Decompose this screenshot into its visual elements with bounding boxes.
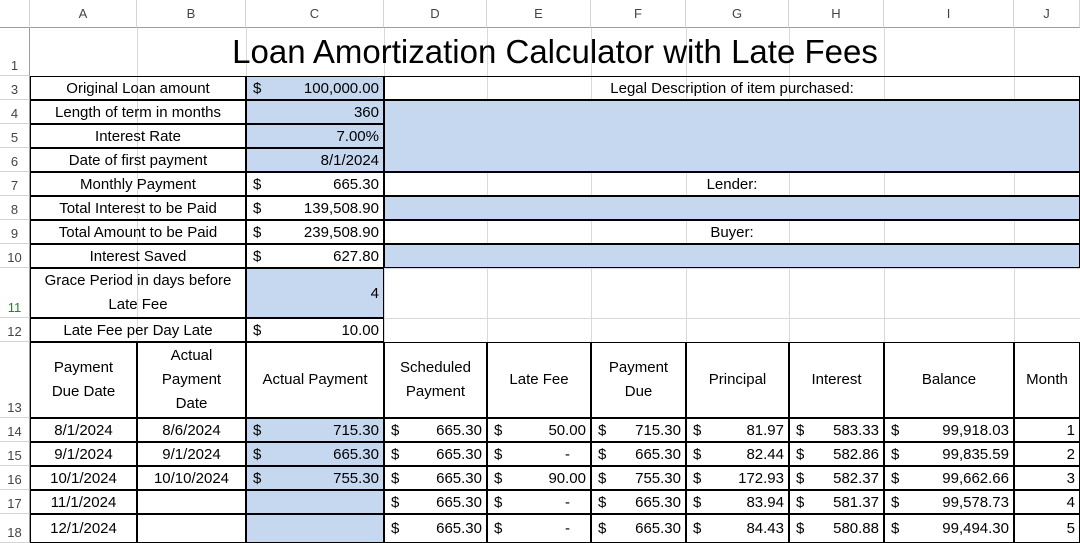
- table-header-late-fee: Late Fee: [487, 342, 591, 418]
- cell-value: 82.44: [746, 445, 784, 463]
- cell-actual-date[interactable]: [137, 514, 246, 543]
- cell-value: 83.94: [746, 493, 784, 511]
- currency-symbol: $: [796, 445, 805, 463]
- cell-value: 90.00: [548, 469, 586, 487]
- table-header-payment-due-date: Payment Due Date: [30, 342, 137, 418]
- input-number: 139,508.90: [303, 199, 379, 217]
- cell-value: 99,918.03: [942, 421, 1009, 439]
- input-number: 665.30: [333, 175, 379, 193]
- row-header-8[interactable]: 8: [0, 196, 30, 220]
- cell-value: 665.30: [333, 445, 379, 463]
- cell-month: 4: [1014, 490, 1080, 514]
- currency-symbol: $: [253, 223, 262, 241]
- cell-value: 665.30: [436, 520, 482, 537]
- cell-late-fee: [487, 490, 591, 514]
- cell-value: 99,835.59: [942, 445, 1009, 463]
- input-label: Interest Saved: [30, 244, 246, 268]
- currency-symbol: $: [891, 493, 900, 511]
- input-label: Original Loan amount: [30, 76, 246, 100]
- row-header-12[interactable]: 12: [0, 318, 30, 342]
- cell-principal: [686, 442, 789, 466]
- input-number: 239,508.90: [303, 223, 379, 241]
- column-header-g[interactable]: G: [686, 0, 789, 28]
- column-header-c[interactable]: C: [246, 0, 384, 28]
- currency-symbol: $: [598, 493, 607, 511]
- row-header-4[interactable]: 4: [0, 100, 30, 124]
- lender-label: Lender:: [384, 172, 1080, 196]
- input-value[interactable]: 4: [246, 268, 384, 318]
- cell-actual-payment[interactable]: [246, 514, 384, 543]
- table-header-balance: Balance: [884, 342, 1014, 418]
- table-header-principal: Principal: [686, 342, 789, 418]
- cell-value: 665.30: [436, 469, 482, 487]
- currency-symbol: $: [253, 321, 262, 339]
- column-header-b[interactable]: B: [137, 0, 246, 28]
- buyer-field[interactable]: [384, 244, 1080, 268]
- cell-value: 172.93: [738, 469, 784, 487]
- legal-description-field[interactable]: [384, 100, 1080, 172]
- currency-symbol: $: [253, 445, 262, 463]
- buyer-label: Buyer:: [384, 220, 1080, 244]
- row-header-16[interactable]: 16: [0, 466, 30, 490]
- cell-scheduled: [384, 490, 487, 514]
- cell-value: 580.88: [833, 520, 879, 537]
- cell-payment-due: [591, 418, 686, 442]
- cell-principal: [686, 490, 789, 514]
- cell-due: 12/1/2024: [30, 514, 137, 543]
- cell-value: 582.37: [833, 469, 879, 487]
- cell-actual-date[interactable]: 10/10/2024: [137, 466, 246, 490]
- input-value: [246, 244, 384, 268]
- cell-interest: [789, 418, 884, 442]
- input-value: [246, 196, 384, 220]
- cell-scheduled: [384, 442, 487, 466]
- cell-late-fee: [487, 442, 591, 466]
- currency-symbol: $: [891, 445, 900, 463]
- cell-interest: [789, 514, 884, 543]
- cell-value: 81.97: [746, 421, 784, 439]
- cell-due: 8/1/2024: [30, 418, 137, 442]
- input-label: Monthly Payment: [30, 172, 246, 196]
- table-header-payment-due: Payment Due: [591, 342, 686, 418]
- input-label: Total Amount to be Paid: [30, 220, 246, 244]
- cell-value: 582.86: [833, 445, 879, 463]
- cell-balance: [884, 466, 1014, 490]
- currency-symbol: $: [391, 493, 400, 511]
- input-value[interactable]: 360: [246, 100, 384, 124]
- input-label: Date of first payment: [30, 148, 246, 172]
- select-all-corner[interactable]: [0, 0, 30, 28]
- currency-symbol: $: [391, 421, 400, 439]
- cell-value: 715.30: [333, 421, 379, 439]
- row-header-18[interactable]: 18: [0, 514, 30, 543]
- cell-interest: [789, 466, 884, 490]
- table-header-actual-payment: Actual Payment: [246, 342, 384, 418]
- row-header-7[interactable]: 7: [0, 172, 30, 196]
- currency-symbol: $: [891, 469, 900, 487]
- cell-value: 665.30: [635, 520, 681, 537]
- column-header-i[interactable]: I: [884, 0, 1014, 28]
- cell-interest: [789, 442, 884, 466]
- cell-payment-due: [591, 466, 686, 490]
- currency-symbol: $: [796, 469, 805, 487]
- cell-late-fee: [487, 514, 591, 543]
- cell-actual-date[interactable]: [137, 490, 246, 514]
- row-header-14[interactable]: 14: [0, 418, 30, 442]
- column-header-j[interactable]: J: [1014, 0, 1080, 28]
- currency-symbol: $: [253, 469, 262, 487]
- currency-symbol: $: [494, 445, 503, 463]
- table-header-actual-payment-date: Actual Payment Date: [137, 342, 246, 418]
- cell-late-fee: [487, 418, 591, 442]
- cell-value: -: [565, 520, 570, 537]
- cell-scheduled: [384, 418, 487, 442]
- row-header-5[interactable]: 5: [0, 124, 30, 148]
- cell-value: 665.30: [436, 445, 482, 463]
- lender-field[interactable]: [384, 196, 1080, 220]
- cell-month: 1: [1014, 418, 1080, 442]
- cell-value: -: [565, 445, 570, 463]
- cell-month: 5: [1014, 514, 1080, 543]
- cell-value: 84.43: [746, 520, 784, 537]
- cell-value: 99,494.30: [942, 520, 1009, 537]
- currency-symbol: $: [253, 199, 262, 217]
- row-header-9[interactable]: 9: [0, 220, 30, 244]
- input-value[interactable]: [246, 318, 384, 342]
- currency-symbol: $: [253, 175, 262, 193]
- cell-balance: [884, 514, 1014, 543]
- legal-description-label: Legal Description of item purchased:: [384, 76, 1080, 100]
- currency-symbol: $: [253, 247, 262, 265]
- input-value: [246, 220, 384, 244]
- cell-value: 583.33: [833, 421, 879, 439]
- currency-symbol: $: [598, 520, 607, 537]
- currency-symbol: $: [494, 469, 503, 487]
- table-header-scheduled-payment: Scheduled Payment: [384, 342, 487, 418]
- cell-late-fee: [487, 466, 591, 490]
- row-header-17[interactable]: 17: [0, 490, 30, 514]
- row-header-6[interactable]: 6: [0, 148, 30, 172]
- column-header-d[interactable]: D: [384, 0, 487, 28]
- currency-symbol: $: [891, 421, 900, 439]
- input-value[interactable]: 8/1/2024: [246, 148, 384, 172]
- column-header-f[interactable]: F: [591, 0, 686, 28]
- cell-value: 715.30: [635, 421, 681, 439]
- currency-symbol: $: [796, 520, 805, 537]
- cell-actual-payment[interactable]: [246, 442, 384, 466]
- cell-due: 10/1/2024: [30, 466, 137, 490]
- cell-actual-payment[interactable]: [246, 418, 384, 442]
- column-header-h[interactable]: H: [789, 0, 884, 28]
- input-label: Interest Rate: [30, 124, 246, 148]
- currency-symbol: $: [494, 520, 503, 537]
- input-label: Length of term in months: [30, 100, 246, 124]
- cell-value: 665.30: [635, 445, 681, 463]
- cell-value: -: [565, 493, 570, 511]
- cell-actual-payment[interactable]: [246, 490, 384, 514]
- cell-principal: [686, 418, 789, 442]
- cell-value: 99,578.73: [942, 493, 1009, 511]
- currency-symbol: $: [891, 520, 900, 537]
- currency-symbol: $: [693, 493, 702, 511]
- cell-actual-date[interactable]: 9/1/2024: [137, 442, 246, 466]
- row-header-11[interactable]: 11: [0, 268, 30, 318]
- currency-symbol: $: [253, 421, 262, 439]
- cell-payment-due: [591, 490, 686, 514]
- cell-scheduled: [384, 514, 487, 543]
- cell-value: 50.00: [548, 421, 586, 439]
- currency-symbol: $: [598, 445, 607, 463]
- cell-payment-due: [591, 514, 686, 543]
- cell-balance: [884, 490, 1014, 514]
- currency-symbol: $: [796, 493, 805, 511]
- input-label: Total Interest to be Paid: [30, 196, 246, 220]
- cell-value: 99,662.66: [942, 469, 1009, 487]
- input-label: Late Fee per Day Late: [30, 318, 246, 342]
- currency-symbol: $: [391, 445, 400, 463]
- cell-due: 9/1/2024: [30, 442, 137, 466]
- cell-month: 3: [1014, 466, 1080, 490]
- row-header-3[interactable]: 3: [0, 76, 30, 100]
- cell-due: 11/1/2024: [30, 490, 137, 514]
- row-header-13[interactable]: 13: [0, 342, 30, 418]
- currency-symbol: $: [598, 421, 607, 439]
- page-title: Loan Amortization Calculator with Late Fees: [232, 33, 878, 70]
- currency-symbol: $: [598, 469, 607, 487]
- row-header-15[interactable]: 15: [0, 442, 30, 466]
- cell-interest: [789, 490, 884, 514]
- cell-value: 581.37: [833, 493, 879, 511]
- empty-area: [384, 268, 1080, 342]
- input-number: 10.00: [341, 321, 379, 339]
- column-header-a[interactable]: A: [30, 0, 137, 28]
- cell-month: 2: [1014, 442, 1080, 466]
- row-header-1[interactable]: 1: [0, 28, 30, 76]
- input-value[interactable]: 7.00%: [246, 124, 384, 148]
- cell-value: 665.30: [635, 493, 681, 511]
- cell-principal: [686, 466, 789, 490]
- cell-actual-payment[interactable]: [246, 466, 384, 490]
- cell-value: 755.30: [635, 469, 681, 487]
- currency-symbol: $: [494, 493, 503, 511]
- cell-scheduled: [384, 466, 487, 490]
- cell-actual-date[interactable]: 8/6/2024: [137, 418, 246, 442]
- input-number: 100,000.00: [303, 79, 379, 97]
- column-header-e[interactable]: E: [487, 0, 591, 28]
- currency-symbol: $: [391, 469, 400, 487]
- cell-value: 665.30: [436, 493, 482, 511]
- currency-symbol: $: [796, 421, 805, 439]
- cell-principal: [686, 514, 789, 543]
- cell-balance: [884, 418, 1014, 442]
- currency-symbol: $: [693, 421, 702, 439]
- currency-symbol: $: [253, 79, 262, 97]
- currency-symbol: $: [391, 520, 400, 537]
- cell-value: 755.30: [333, 469, 379, 487]
- currency-symbol: $: [693, 445, 702, 463]
- currency-symbol: $: [494, 421, 503, 439]
- cell-value: 665.30: [436, 421, 482, 439]
- currency-symbol: $: [693, 520, 702, 537]
- input-value[interactable]: [246, 76, 384, 100]
- input-label: Grace Period in days before Late Fee: [30, 268, 246, 318]
- input-value: [246, 172, 384, 196]
- currency-symbol: $: [693, 469, 702, 487]
- table-header-month: Month: [1014, 342, 1080, 418]
- input-number: 627.80: [333, 247, 379, 265]
- cell-payment-due: [591, 442, 686, 466]
- table-header-interest: Interest: [789, 342, 884, 418]
- cell-balance: [884, 442, 1014, 466]
- row-header-10[interactable]: 10: [0, 244, 30, 268]
